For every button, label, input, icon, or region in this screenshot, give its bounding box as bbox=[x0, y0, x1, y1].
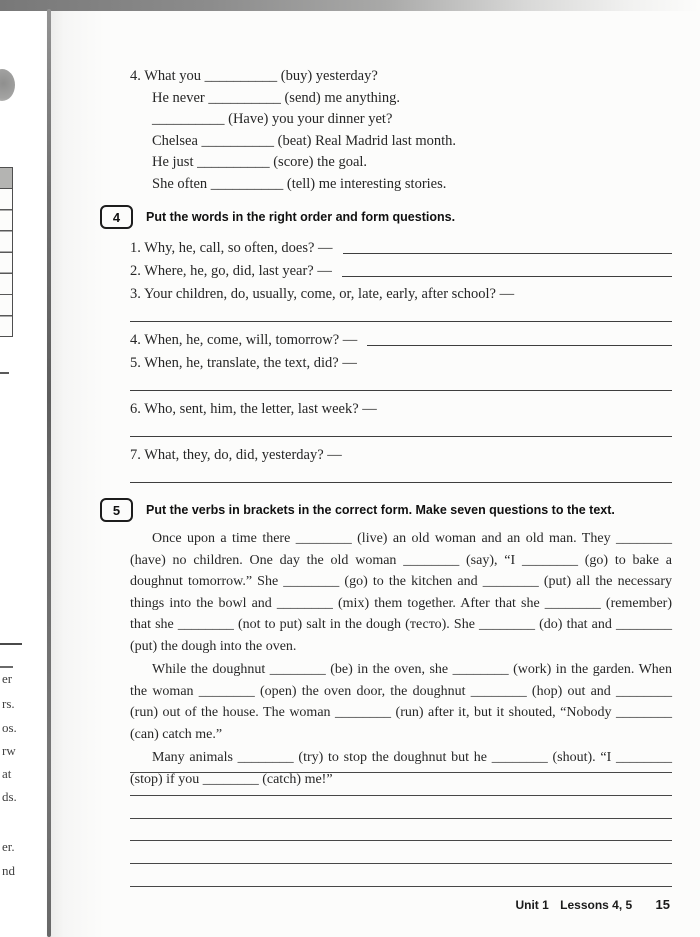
exercise4-number-badge: 4 bbox=[100, 205, 133, 229]
answer-line bbox=[130, 373, 672, 391]
edge-text-fragment: os. bbox=[2, 720, 17, 735]
question-item bbox=[130, 258, 672, 281]
edge-text-fragment: er. bbox=[2, 839, 15, 854]
story-paragraph: While the doughnut ________ (be) in the oven, she ________ (work) in the garden. When the woman ________ (open) the oven door, the doughnut ________ (hop) out and ________ (run) out of the house. The woman ________ (run) after it, but it shouted, “Nobody ________ (can) catch me.” bbox=[130, 662, 672, 742]
writing-line bbox=[130, 886, 672, 887]
answer-line-row bbox=[130, 419, 672, 442]
question-item bbox=[130, 442, 672, 465]
lessons-label: Lessons 4, 5 bbox=[560, 898, 633, 912]
story-paragraph: Once upon a time there ________ (live) an old woman and an old man. They ________ (have) no children. One day the old woman ________ (say), “I ________ (go) to bake a doughnut tomorrow.” She ________ (go) to the kitchen and ________ (put) all the necessary things into the bowl and ________ (mix) them together. After that she ________ (remember) that she ________ (not to put) salt in the dough (тесто). She ________ (do) that and ________ (put) the dough into the oven. bbox=[130, 531, 672, 654]
question-item bbox=[130, 281, 672, 304]
story-paragraph: Many animals ________ (try) to stop the doughnut but he ________ (shout). “I ________ (stop) if you ________ (catch) me!” bbox=[130, 750, 672, 787]
answer-writing-lines bbox=[130, 768, 672, 909]
page-footer bbox=[515, 897, 670, 912]
fill-in-sentence: __________ (Have) you your dinner yet? bbox=[152, 111, 393, 127]
answer-line bbox=[342, 276, 672, 277]
fill-in-sentence: She often __________ (tell) me interesting stories. bbox=[152, 175, 447, 192]
unit-label: Unit 1 bbox=[515, 898, 549, 912]
edge-text-fragment: er bbox=[2, 671, 13, 686]
answer-line bbox=[130, 304, 672, 322]
fill-in-sentence: He just __________ (score) the goal. bbox=[152, 154, 368, 170]
question-text: 2. Where, he, go, did, last year? — bbox=[130, 263, 332, 279]
answer-line bbox=[367, 345, 672, 346]
question-text: 3. Your children, do, usually, come, or, late, early, after school? — bbox=[130, 286, 515, 302]
fill-in-sentence: 4. What you __________ (buy) yesterday? bbox=[130, 68, 378, 84]
question-text: 1. Why, he, call, so often, does? — bbox=[130, 240, 333, 256]
question-text: 7. What, they, do, did, yesterday? — bbox=[130, 447, 342, 463]
writing-line bbox=[130, 818, 672, 819]
answer-line-row bbox=[130, 373, 672, 396]
exercise4-header bbox=[100, 205, 672, 229]
exercise3-fill-in-block bbox=[130, 66, 672, 195]
fill-in-sentence: He never __________ (send) me anything. bbox=[152, 89, 401, 106]
edge-text-fragment: nd bbox=[2, 863, 15, 878]
answer-line bbox=[343, 253, 672, 254]
edge-text-fragment: rw bbox=[2, 743, 16, 758]
writing-line bbox=[130, 795, 672, 796]
answer-line-row bbox=[130, 304, 672, 327]
answer-line bbox=[130, 419, 672, 437]
writing-line bbox=[130, 863, 672, 864]
exercise5-title: Put the verbs in brackets in the correct form. Make seven questions to the text. bbox=[146, 503, 615, 517]
edge-text-fragment: at bbox=[2, 766, 12, 781]
writing-line bbox=[130, 840, 672, 841]
question-item bbox=[130, 235, 672, 258]
question-text: 5. When, he, translate, the text, did? — bbox=[130, 355, 357, 371]
answer-line-row bbox=[130, 465, 672, 488]
answer-line bbox=[130, 465, 672, 483]
question-item bbox=[130, 350, 672, 373]
edge-text-fragment: rs. bbox=[2, 696, 15, 711]
exercise5-number-badge: 5 bbox=[100, 498, 133, 522]
question-item bbox=[130, 396, 672, 419]
page-number: 15 bbox=[655, 897, 670, 912]
writing-line bbox=[130, 772, 672, 773]
question-item bbox=[130, 327, 672, 350]
question-text: 4. When, he, come, will, tomorrow? — bbox=[130, 332, 358, 348]
exercise4-title: Put the words in the right order and form questions. bbox=[146, 210, 456, 224]
exercise4-questions bbox=[130, 235, 672, 488]
story-text-block bbox=[130, 528, 672, 790]
exercise5-header bbox=[100, 498, 672, 522]
fill-in-sentence: Chelsea __________ (beat) Real Madrid last month. bbox=[152, 132, 457, 149]
question-text: 6. Who, sent, him, the letter, last week? — bbox=[130, 401, 377, 417]
edge-text-fragment: ds. bbox=[2, 789, 17, 804]
